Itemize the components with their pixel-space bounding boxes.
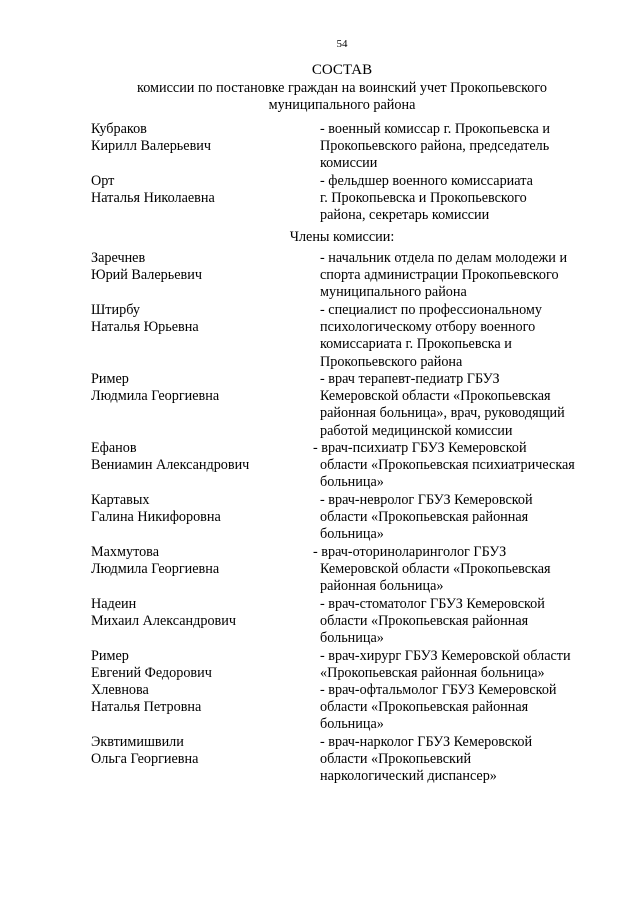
role-line: работой медицинской комиссии (320, 422, 513, 439)
surname: Надеин (91, 596, 137, 612)
role-line: - начальник отдела по делам молодежи и (320, 250, 568, 266)
person-role (320, 302, 542, 371)
given-name: Наталья Николаевна (91, 190, 215, 207)
role-line: - врач-офтальмолог ГБУЗ Кемеровской (320, 682, 557, 698)
person-role (320, 173, 533, 225)
surname: Эквтимишвили (91, 734, 184, 750)
role-line: области «Прокопьевская районная (320, 613, 529, 630)
person-name (91, 250, 202, 284)
role-line: - врач-невролог ГБУЗ Кемеровской (320, 492, 533, 508)
role-line: Кемеровской области «Прокопьевская (320, 388, 551, 405)
role-line: - врач-психиатр ГБУЗ Кемеровской (313, 440, 527, 456)
person-role (313, 544, 551, 596)
role-line: области «Прокопьевская районная (320, 509, 529, 526)
role-line: психологическому отбору военного (320, 319, 536, 336)
person-name (91, 544, 219, 578)
role-line: больница» (320, 716, 384, 733)
person-name (91, 173, 215, 207)
role-line: района, секретарь комиссии (320, 207, 490, 224)
role-line: больница» (320, 630, 384, 647)
given-name: Вениамин Александрович (91, 457, 250, 474)
role-line: - врач терапевт-педиатр ГБУЗ (320, 371, 500, 387)
role-line: - военный комиссар г. Прокопьевска и (320, 121, 550, 137)
given-name: Евгений Федорович (91, 665, 212, 682)
surname: Ример (91, 648, 129, 664)
subtitle-line: комиссии по постановке граждан на воинский учет Прокопьевского (137, 80, 547, 96)
person-name (91, 492, 221, 526)
given-name: Ольга Георгиевна (91, 751, 199, 768)
surname: Ример (91, 371, 129, 387)
person-role (320, 371, 565, 440)
members-heading: Члены комиссии: (289, 229, 395, 245)
given-name: Людмила Георгиевна (91, 561, 220, 578)
role-line: - специалист по профессиональному (320, 302, 542, 318)
role-line: муниципального района (320, 284, 467, 301)
given-name: Юрий Валерьевич (91, 267, 202, 284)
person-role (320, 648, 571, 682)
surname: Картавых (91, 492, 150, 508)
person-name (91, 734, 198, 768)
role-line: наркологический диспансер» (320, 768, 497, 785)
subtitle-line: муниципального района (268, 97, 416, 114)
person-name (91, 648, 212, 682)
surname: Заречнев (91, 250, 146, 266)
role-line: области «Прокопьевская психиатрическая (320, 457, 575, 474)
person-name (91, 596, 236, 630)
surname: Кубраков (91, 121, 147, 137)
person-role (320, 734, 532, 786)
role-line: комиссариата г. Прокопьевска и (320, 336, 512, 353)
role-line: - врач-оториноларинголог ГБУЗ (313, 544, 507, 560)
role-line: районная больница» (320, 578, 444, 595)
given-name: Михаил Александрович (91, 613, 236, 630)
given-name: Наталья Петровна (91, 699, 202, 716)
person-name (91, 682, 201, 716)
role-line: больница» (320, 474, 384, 491)
person-name (91, 371, 219, 405)
role-line: больница» (320, 526, 384, 543)
given-name: Людмила Георгиевна (91, 388, 220, 405)
role-line: области «Прокопьевский (320, 751, 472, 768)
given-name: Галина Никифоровна (91, 509, 221, 526)
document-title: СОСТАВ (311, 62, 373, 78)
page-number: 54 (336, 38, 348, 50)
person-role (320, 682, 557, 734)
role-line: - врач-нарколог ГБУЗ Кемеровской (320, 734, 533, 750)
role-line: области «Прокопьевская районная (320, 699, 529, 716)
person-role (313, 440, 575, 492)
role-line: г. Прокопьевска и Прокопьевского (320, 190, 527, 207)
role-line: «Прокопьевская районная больница» (320, 665, 545, 682)
surname: Орт (91, 173, 115, 189)
surname: Ефанов (91, 440, 137, 456)
role-line: - врач-хирург ГБУЗ Кемеровской области (320, 648, 571, 664)
role-line: районная больница», врач, руководящий (320, 405, 565, 422)
person-role (320, 492, 533, 544)
given-name: Наталья Юрьевна (91, 319, 199, 336)
person-name (91, 440, 249, 474)
role-line: - врач-стоматолог ГБУЗ Кемеровской (320, 596, 545, 612)
person-name (91, 121, 211, 155)
role-line: Прокопьевского района (320, 353, 463, 370)
surname: Хлевнова (91, 682, 149, 698)
role-line: - фельдшер военного комиссариата (320, 173, 533, 189)
role-line: Прокопьевского района, председатель (320, 138, 550, 155)
surname: Штирбу (91, 302, 140, 318)
person-role (320, 596, 545, 648)
person-role (320, 121, 550, 173)
surname: Махмутова (91, 544, 159, 560)
role-line: комиссии (320, 155, 378, 172)
person-name (91, 302, 199, 336)
given-name: Кирилл Валерьевич (91, 138, 211, 155)
role-line: спорта администрации Прокопьевского (320, 267, 559, 284)
document-subtitle (0, 80, 640, 114)
role-line: Кемеровской области «Прокопьевская (320, 561, 551, 578)
person-role (320, 250, 567, 302)
